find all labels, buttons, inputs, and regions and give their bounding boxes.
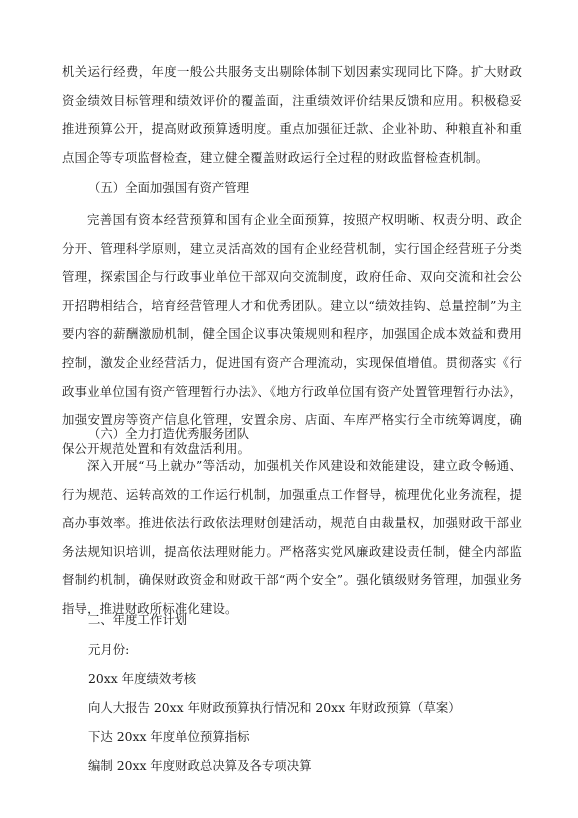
plan-item: 向人大报告 20xx 年财政预算执行情况和 20xx 年财政预算（草案） xyxy=(88,700,461,715)
paragraph-state-assets: 完善国有资本经营预算和国有企业全面预算，按照产权明晰、权责分明、政企分开、管理科学原则，建立灵活高效的国有企业经营机制，实行国企经营班子分类管理，探索国企与行政事业单位干部双向交流制度，政府任命、双向交流和社会公开招聘相结合，培育经营管理人才和优秀团队。建立以“绩效挂钩、总量控制”为主要内容的薪酬激励机制，健全国企议事决策规则和程序，加强国企成本效益和费用控制，激发企业经营活力，促进国有资产合理流动，实现保值增值。贯彻落实《行政事业单位国有资产管理暂行办法》、《地方行政单位国有资产处置管理暂行办法》，加强安置房等资产信息化管理，安置余房、店面、车库严格实行全市统筹调度，确保公开规范处置和有效盘活利用。 xyxy=(62,212,522,456)
plan-item: 下达 20xx 年度单位预算指标 xyxy=(88,729,250,744)
plan-item: 编制 20xx 年度财政总决算及各专项决算 xyxy=(88,758,312,773)
paragraph-fiscal-supervision: 机关运行经费，年度一般公共服务支出剔除体制下划因素实现同比下降。扩大财政资金绩效目标管理和绩效评价的覆盖面，注重绩效评价结果反馈和应用。积极稳妥推进预算公开，提高财政预算透明度。重点加强征迁款、企业补助、种粮直补和重点国企等专项监督检查，建立健全覆盖财政运行全过程的财政监督检查机制。 xyxy=(62,64,522,165)
paragraph-service-team: 深入开展“马上就办”等活动，加强机关作风建设和效能建设，建立政令畅通、行为规范、运转高效的工作运行机制，加强重点工作督导，梳理优化业务流程，提高办事效率。推进依法行政依法理财创建活动，规范自由裁量权，加强财政干部业务法规知识培训，提高依法理财能力。严格落实党风廉政建设责任制，健全内部监督制约机制，确保财政资金和财政干部“两个安全”。强化镇级财务管理，加强业务指导，推进财政所标准化建设。 xyxy=(62,458,522,616)
plan-item: 20xx 年度绩效考核 xyxy=(88,671,197,686)
heading-state-assets: （五）全面加强国有资产管理 xyxy=(88,180,250,195)
month-label: 元月份: xyxy=(88,642,130,657)
section-heading-annual-plan: 二、年度工作计划 xyxy=(88,612,188,627)
heading-service-team: （六）全力打造优秀服务团队 xyxy=(88,426,250,441)
